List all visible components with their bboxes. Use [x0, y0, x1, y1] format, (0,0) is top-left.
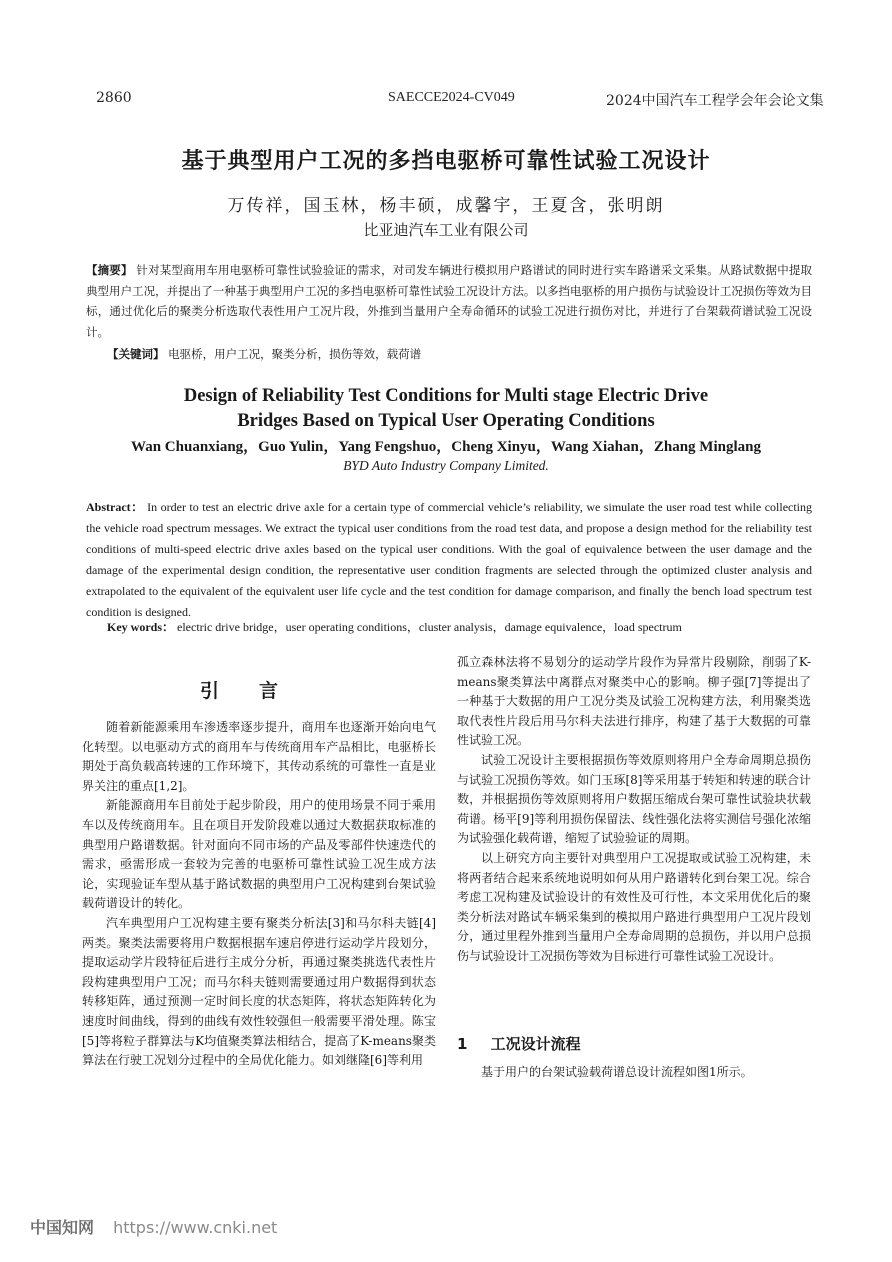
- cnki-logo: 中国知网: [30, 1218, 95, 1237]
- keywords-cn-label: 【关键词】: [107, 347, 165, 361]
- paper-title-en-line2: Bridges Based on Typical User Operating Conditions: [237, 411, 655, 431]
- abstract-en-text: In order to test an electric drive axle for a certain type of commercial vehicle’s reliability, we simulate the user road test while collecting the vehicle road spectrum messages. We extract the typical user conditions from the road test data, and propose a design method for the reliability test conditions of multi-speed electric drive axles based on the typical user conditions. With the goal of equivalence between the user damage and the damage of the experimental design condition, the representative user condition fragments are selected through the optimized cluster analysis and extrapolated to the equivalent of the equivalent user life cycle and the test condition for damage comparison, and finally the bench load spectrum test condition is designed.: [86, 500, 813, 619]
- keywords-en-text: electric drive bridge，user operating conditions，cluster analysis，damage equivalence，load spectrum: [177, 620, 682, 634]
- left-paragraph: 随着新能源乘用车渗透率逐步提升，商用车也逐渐开始向电气化转型。以电驱动方式的商用车与传统商用车产品相比，电驱桥长期处于高负载高转速的工作环境下，其传动系统的可靠性一直是业界关注的重点[1,2]。: [82, 720, 436, 793]
- abstract-cn: [86, 260, 812, 342]
- section-1-heading: [457, 1033, 581, 1054]
- left-column: [82, 718, 436, 1071]
- paper-title-en: [0, 384, 892, 434]
- affiliation-cn: 比亚迪汽车工业有限公司: [363, 221, 529, 239]
- journal-name: 2024中国汽车工程学会年会论文集: [606, 93, 824, 109]
- left-paragraph: 新能源商用车目前处于起步阶段，用户的使用场景不同于乘用车以及传统商用车。且在项目开发阶段难以通过大数据获取标准的典型用户路谱数据。针对面向不同市场的产品及零部件快速迭代的需求，亟需形成一套较为完善的电驱桥可靠性试验工况生成方法论，实现验证车型从基于路试数据的典型用户工况构建到台架试验载荷谱设计的转化。: [82, 798, 436, 911]
- affiliation-en: BYD Auto Industry Company Limited.: [343, 458, 549, 473]
- paper-title-en-line1: Design of Reliability Test Conditions for Multi stage Electric Drive: [183, 386, 709, 406]
- authors-en: Wan Chuanxiang，Guo Yulin，Yang Fengshuo，Cheng Xinyu，Wang Xiahan，Zhang Minglang: [131, 439, 761, 455]
- left-paragraph: 汽车典型用户工况构建主要有聚类分析法[3]和马尔科夫链[4]两类。聚类法需要将用户数据根据车速启停进行运动学片段划分，提取运动学片段特征后进行主成分分析，再通过聚类挑选代表性片段构建典型用户工况；而马尔科夫链则需要通过用户数据得到状态转移矩阵，通过预测一定时间长度的状态矩阵，将状态矩阵转化为速度时间曲线，得到的曲线有效性较强但一般需要平滑处理。陈宝[5]等将粒子群算法与K均值聚类算法相结合，提高了K-means聚类算法在行驶工况划分过程中的全局优化能力。如刘继隆[6]等利用: [82, 915, 436, 1068]
- intro-heading: 引言: [199, 680, 318, 702]
- right-paragraph: 孤立森林法将不易划分的运动学片段作为异常片段剔除，削弱了K-means聚类算法中离群点对聚类中心的影响。柳子强[7]等提出了一种基于大数据的用户工况分类及试验工况构建方法，利用聚类选取代表性片段后用马尔科夫法进行排序，构建了基于大数据的可靠性试验工况。: [457, 655, 811, 748]
- section-1-title: 工况设计流程: [490, 1035, 581, 1053]
- authors-cn: 万传祥，国玉林，杨丰硕，成馨宇，王夏含，张明朗: [227, 196, 665, 216]
- right-paragraph: 以上研究方向主要针对典型用户工况提取或试验工况构建，未将两者结合起来系统地说明如何从用户路谱转化到台架工况。综合考虑工况构建及试验设计的有效性及可行性，本文采用优化后的聚类分析法对路试车辆采集到的模拟用户路进行典型用户工况片段划分，通过里程外推到当量用户全寿命周期的总损伤，并以用户总损伤与试验设计工况损伤等效为目标进行可靠性试验工况设计。: [457, 850, 811, 963]
- keywords-cn: [107, 346, 807, 362]
- abstract-en-label: Abstract：: [86, 500, 144, 514]
- right-paragraph: 试验工况设计主要根据损伤等效原则将用户全寿命周期总损伤与试验工况损伤等效。如门玉琢[8]等采用基于转矩和转速的联合计数，并根据损伤等效原则将用户数据压缩成台架可靠性试验块状载荷谱。杨平[9]等利用损伤保留法、线性强化法将实测信号强化浓缩为试验强化载荷谱，缩短了试验验证的周期。: [457, 752, 811, 846]
- abstract-cn-label: 【摘要】: [86, 263, 133, 277]
- keywords-en: [107, 618, 807, 635]
- section-1-text: [457, 1063, 811, 1083]
- keywords-cn-text: 电驱桥，用户工况，聚类分析，损伤等效，载荷谱: [168, 347, 422, 361]
- abstract-en: [86, 497, 812, 623]
- section-1-paragraph: 基于用户的台架试验载荷谱总设计流程如图1所示。: [481, 1065, 753, 1079]
- page-number: 2860: [96, 90, 132, 106]
- cnki-url[interactable]: https://www.cnki.net: [113, 1218, 278, 1237]
- keywords-en-label: Key words：: [107, 620, 174, 634]
- paper-code: SAECCE2024-CV049: [388, 90, 515, 105]
- paper-title-cn: 基于典型用户工况的多挡电驱桥可靠性试验工况设计: [181, 149, 711, 174]
- abstract-cn-text: 针对某型商用车用电驱桥可靠性试验验证的需求，对司发车辆进行模拟用户路谱试的同时进行实车路谱采文采集。从路试数据中提取典型用户工况，并提出了一种基于典型用户工况的多挡电驱桥可靠性试验工况设计方法。以多挡电驱桥的用户损伤与试验设计工况损伤等效为目标，通过优化后的聚类分析选取代表性用户工况片段，外推到当量用户全寿命循环的试验工况进行损伤对比，并进行了台架载荷谱试验工况设计。: [86, 263, 813, 339]
- section-1-number: 1: [457, 1035, 468, 1053]
- footer-watermark: [30, 1215, 277, 1238]
- right-column: [457, 653, 811, 967]
